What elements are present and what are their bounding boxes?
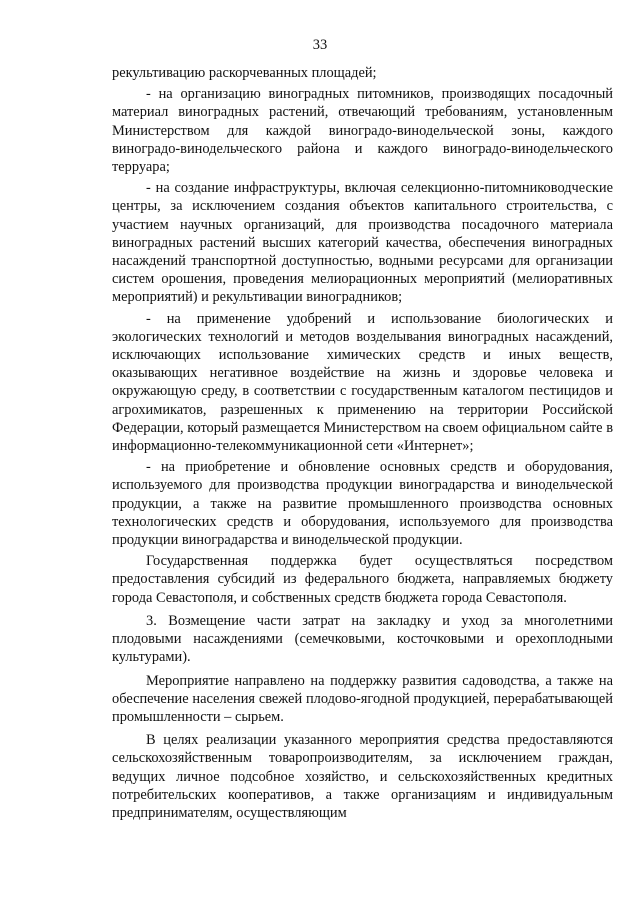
paragraph-section-3: 3. Возмещение части затрат на закладку и уход за многолетними плодовыми насаждениями (семечковыми, косточковыми и орехоплодными культурами). <box>112 612 613 666</box>
paragraph-reclamation: рекультивацию раскорчеванных площадей; <box>112 65 377 81</box>
paragraph-state-support: Государственная поддержка будет осуществляться посредством предоставления субсидий из федерального бюджета, направляемых бюджету города Севастополя, и собственных средств бюджета города Севастополя. <box>112 553 613 606</box>
paragraph-nurseries: - на организацию виноградных питомников, производящих посадочный материал виноградных растений, отвечающий требованиям, установленным Министерством для каждой виноградо-винодельческой зоны, каждого виноградо-винодельческого района и каждого виноградо-винодельческого терруара; <box>112 86 613 176</box>
paragraph-fertilizers: - на применение удобрений и использование биологических и экологических технологий и методов возделывания виноградных насаждений, исключающих использование химических средств и иных веществ, оказывающих негативное воздействие на жизнь и здоровье человека и окружающую среду, в соответствии с государственным каталогом пестицидов и агрохимикатов, разрешенных к применению на территории Российской Федерации, который размещается Министерством на своем официальном сайте в информационно-телекоммуникационной сети «Интернет»; <box>112 310 613 455</box>
paragraph-gardening: Мероприятие направлено на поддержку развития садоводства, а также на обеспечение населения свежей плодово-ягодной продукцией, перерабатывающей промышленности – сырьем. <box>112 672 613 725</box>
paragraph-recipients: В целях реализации указанного мероприятия средства предоставляются сельскохозяйственным товаропроизводителям, за исключением граждан, ведущих личное подсобное хозяйство, и сельскохозяйственных кредитных потребительских кооперативов, а также организациям и индивидуальным предпринимателям, осуществляющим <box>112 732 613 821</box>
paragraph-infrastructure: - на создание инфраструктуры, включая селекционно-питомниководческие центры, за исключением создания объектов капитального строительства, с участием научных организаций, для производства посадочного материала виноградных растений высших категорий качества, обеспечения виноградных насаждений транспортной доступностью, водными ресурсами для организации систем орошения, проведения мелиорационных мероприятий (мелиоративных мероприятий) и рекультивации виноградников; <box>112 180 613 306</box>
document-body <box>112 64 613 827</box>
paragraph-equipment: - на приобретение и обновление основных средств и оборудования, используемого для производства продукции виноградарства и винодельческой продукции, а также на развитие промышленного производства основных технологических средств и оборудования, используемого для производства продукции виноградарства и винодельческой продукции. <box>112 459 613 549</box>
page-number: 33 <box>312 37 328 53</box>
